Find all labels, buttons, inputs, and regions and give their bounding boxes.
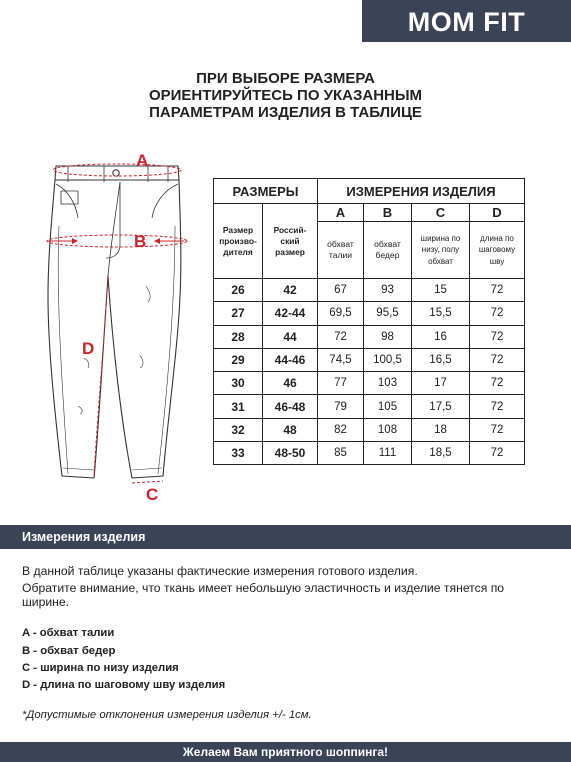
header-russian-size: Россий- ский размер	[263, 204, 318, 279]
header-sizes: РАЗМЕРЫ	[214, 179, 318, 204]
table-row: 30 46 77 103 17 72	[214, 372, 525, 395]
header-waist: обхват талии	[318, 222, 364, 279]
table-row: 27 42-44 69,5 95,5 15,5 72	[214, 302, 525, 325]
label-c: C	[146, 485, 159, 504]
header-hem-width: ширина по низу, полу обхват	[412, 222, 470, 279]
table-row: 28 44 72 98 16 72	[214, 325, 525, 348]
section-title: Измерения изделия	[22, 530, 146, 544]
table-row: 31 46-48 79 105 17,5 72	[214, 395, 525, 418]
headline	[120, 70, 451, 121]
header-inseam: длина по шаговому шву	[470, 222, 525, 279]
table-row: 32 48 82 108 18 72	[214, 418, 525, 441]
info-paragraph-1: В данной таблице указаны фактические измерения готового изделия.	[22, 564, 418, 578]
brand-box	[362, 0, 571, 42]
legend-a: A - обхват талии	[22, 627, 115, 639]
header-measurements: ИЗМЕРЕНИЯ ИЗДЕЛИЯ	[318, 179, 525, 204]
headline-line-1: ПРИ ВЫБОРЕ РАЗМЕРА	[196, 70, 375, 87]
headline-line-3: ПАРАМЕТРАМ ИЗДЕЛИЯ В ТАБЛИЦЕ	[149, 104, 422, 121]
headline-line-2: ОРИЕНТИРУЙТЕСЬ ПО УКАЗАННЫМ	[148, 87, 423, 104]
table-row: 33 48-50 85 111 18,5 72	[214, 442, 525, 465]
legend-c: C - ширина по низу изделия	[22, 662, 179, 674]
label-d: D	[82, 339, 95, 358]
header-hips: обхват бедер	[364, 222, 412, 279]
footer-text: Желаем Вам приятного шоппинга!	[182, 745, 389, 759]
header-letter-d: D	[470, 204, 525, 222]
label-a: A	[136, 151, 149, 170]
table-row: 29 44-46 74,5 100,5 16,5 72	[214, 348, 525, 371]
info-paragraph-2: Обратите внимание, что ткань имеет небольшую эластичность и изделие тянется по ширине.	[22, 581, 505, 609]
waistband	[55, 166, 179, 180]
jeans-diagram	[28, 146, 206, 506]
legend-b: B - обхват бедер	[22, 645, 116, 657]
header-letter-b: B	[364, 204, 412, 222]
table-row: 26 42 67 93 15 72	[214, 279, 525, 302]
legend-d: D - длина по шаговому шву изделия	[22, 679, 226, 691]
header-letter-c: C	[412, 204, 470, 222]
footer-bar	[0, 742, 571, 762]
header-manufacturer-size: Размер произво- дителя	[214, 204, 263, 279]
brand-title: MOM FIT	[407, 7, 526, 37]
label-b: B	[134, 232, 147, 251]
header-letter-a: A	[318, 204, 364, 222]
top-bar	[0, 0, 571, 42]
size-table	[213, 178, 525, 465]
section-bar	[0, 525, 571, 549]
tolerance-note: *Допустимые отклонения измерения изделия +/- 1см.	[22, 709, 312, 721]
